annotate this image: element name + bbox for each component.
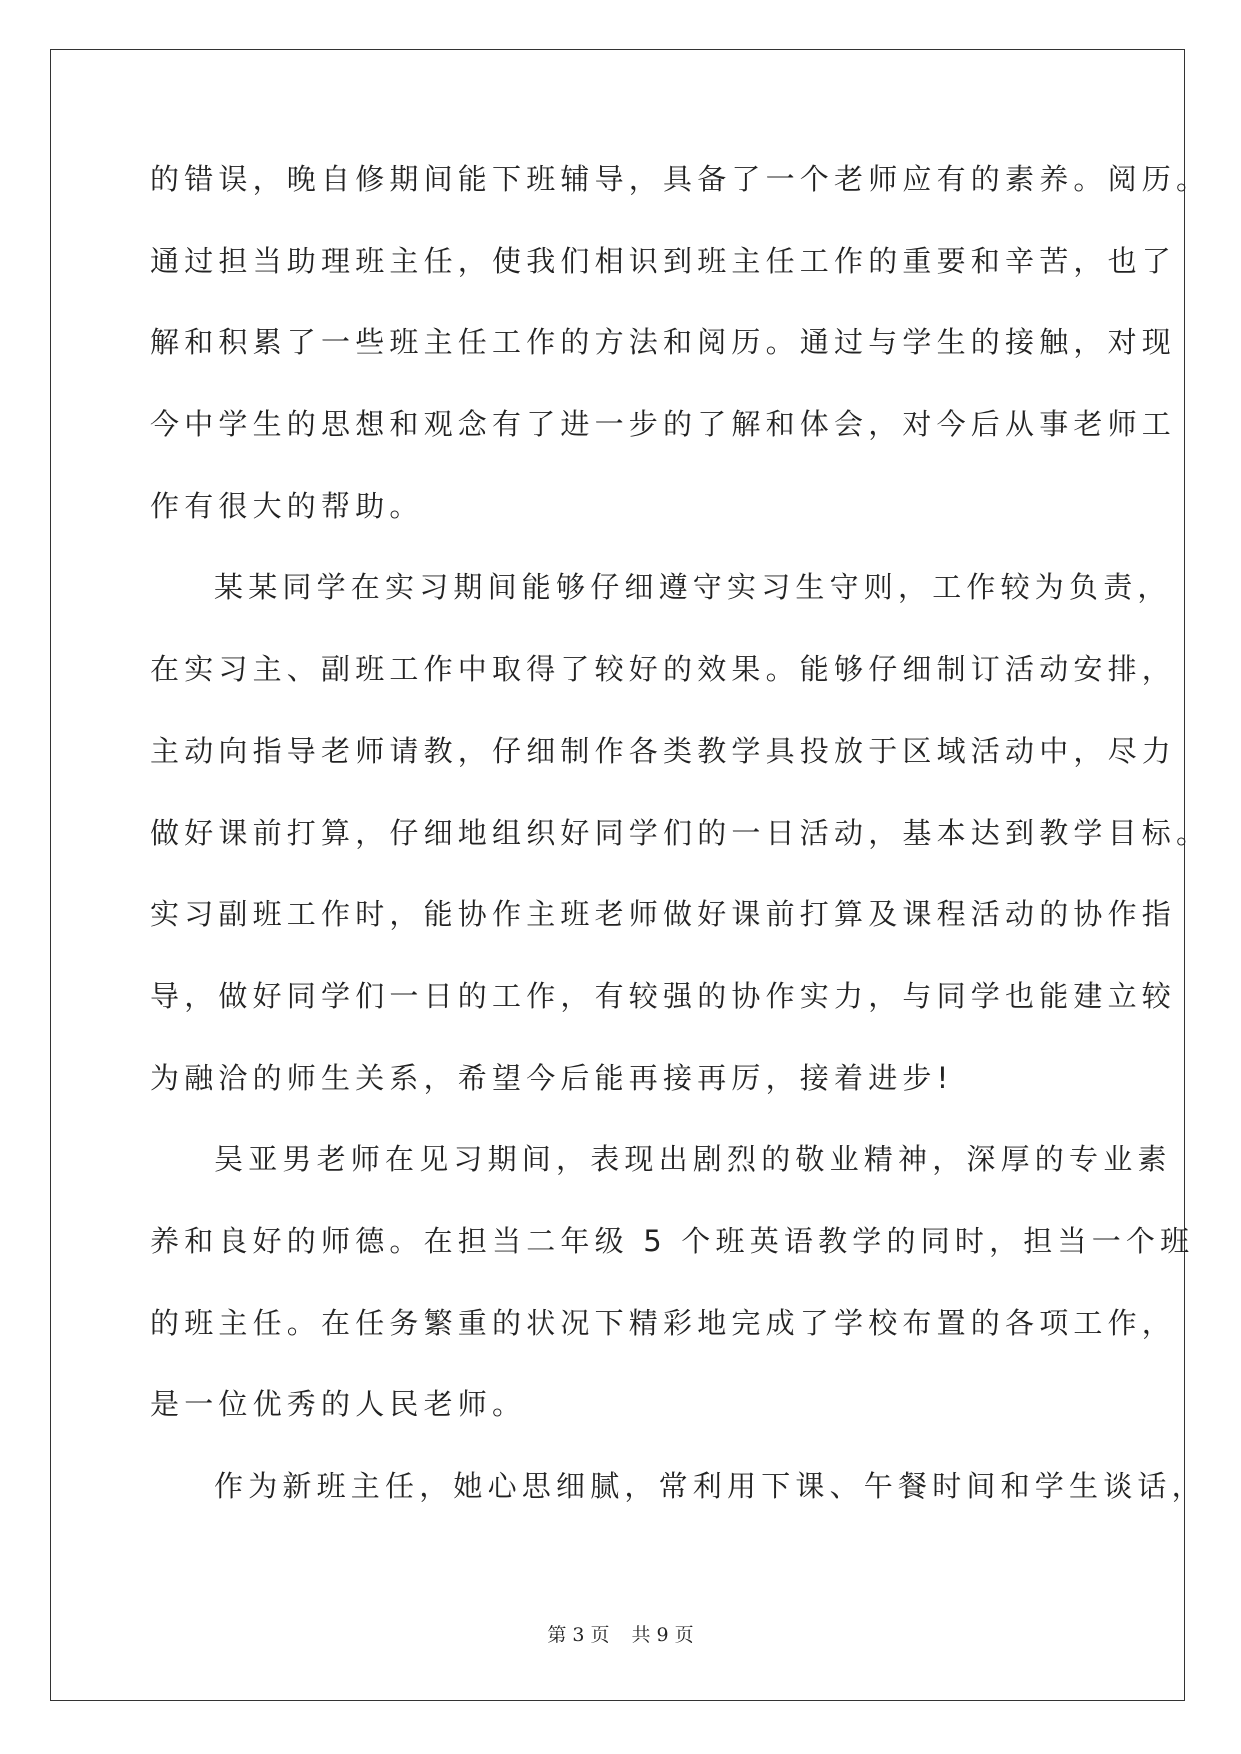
page-number-current: 第 3 页	[547, 1624, 610, 1646]
body-line: 做好课前打算，仔细地组织好同学们的一日活动，基本达到教学目标。	[150, 815, 1211, 850]
body-line: 导，做好同学们一日的工作，有较强的协作实力，与同学也能建立较	[150, 978, 1177, 1013]
body-line: 通过担当助理班主任，使我们相识到班主任工作的重要和辛苦，也了	[150, 243, 1177, 278]
body-line: 为融洽的师生关系，希望今后能再接再厉，接着进步!	[150, 1060, 954, 1095]
page-number-total: 共 9 页	[631, 1624, 694, 1646]
body-line: 是一位优秀的人民老师。	[150, 1387, 527, 1422]
body-line: 实习副班工作时，能协作主班老师做好课前打算及课程活动的协作指	[150, 897, 1177, 932]
body-line: 的错误，晚自修期间能下班辅导，具备了一个老师应有的素养。阅历。	[150, 162, 1211, 196]
paragraph-start-line: 某某同学在实习期间能够仔细遵守实习生守则，工作较为负责，	[214, 570, 1172, 605]
paragraph-start-line: 作为新班主任，她心思细腻，常利用下课、午餐时间和学生谈话，	[214, 1469, 1206, 1503]
body-line: 今中学生的思想和观念有了进一步的了解和体会，对今后从事老师工	[150, 407, 1177, 442]
document-body	[150, 160, 1211, 1549]
body-line: 养和良好的师德。在担当二年级 5 个班英语教学的同时，担当一个班	[150, 1223, 1195, 1258]
body-line: 的班主任。在任务繁重的状况下精彩地完成了学校布置的各项工作，	[150, 1305, 1177, 1340]
paragraph-start-line: 吴亚男老师在见习期间，表现出剧烈的敬业精神，深厚的专业素	[214, 1142, 1172, 1177]
body-line: 在实习主、副班工作中取得了较好的效果。能够仔细制订活动安排，	[150, 652, 1177, 687]
body-line: 解和积累了一些班主任工作的方法和阅历。通过与学生的接触，对现	[150, 325, 1177, 360]
body-line: 作有很大的帮助。	[150, 488, 424, 523]
body-line: 主动向指导老师请教，仔细制作各类教学具投放于区域活动中，尽力	[150, 733, 1177, 768]
page-footer	[0, 1620, 1241, 1647]
